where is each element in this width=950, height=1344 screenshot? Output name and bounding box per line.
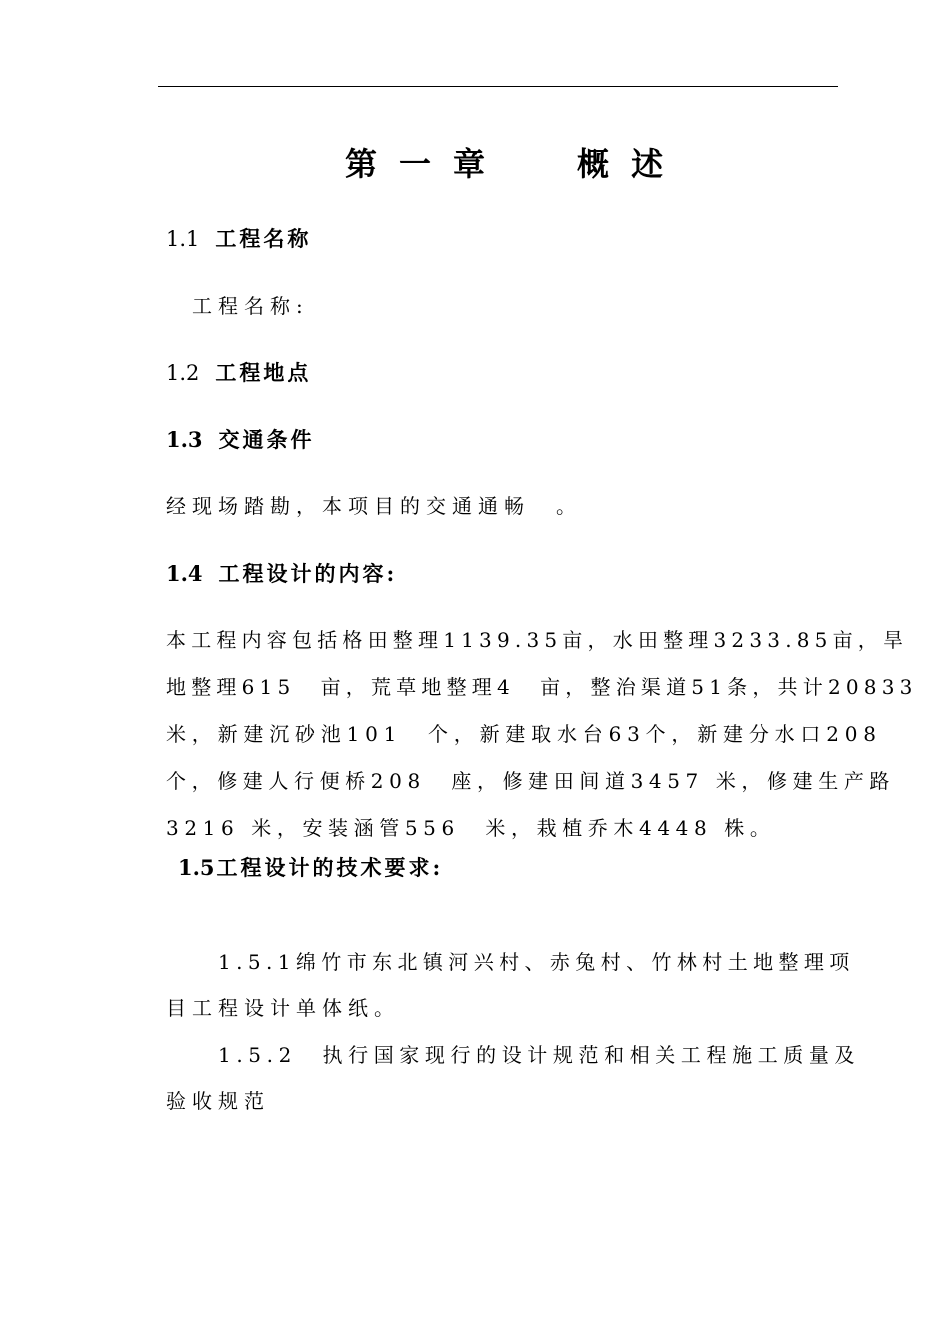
section-title: 工程名称	[215, 226, 312, 251]
chapter-char: 一	[399, 145, 432, 183]
section-number: 1.4	[166, 561, 203, 586]
section-number: 1.1	[166, 227, 200, 251]
chapter-char: 概	[577, 145, 610, 183]
section-heading-1-1	[166, 228, 311, 250]
section-number: 1.5	[178, 855, 215, 880]
chapter-char: 章	[453, 145, 486, 183]
requirement-line: 1.5.2 执行国家现行的设计规范和相关工程施工质量及	[218, 1043, 861, 1067]
chapter-char: 第	[345, 145, 378, 183]
content-line: 本工程内容包括格田整理1139.35亩，水田整理3233.85亩，旱	[166, 628, 909, 652]
section-heading-1-5	[178, 857, 443, 879]
section-heading-1-3	[166, 429, 315, 451]
traffic-text: 经现场踏勘，本项目的交通通畅 。	[166, 494, 582, 518]
requirement-line: 验收规范	[166, 1089, 270, 1113]
chapter-char: 述	[631, 145, 664, 183]
requirement-line: 目工程设计单体纸。	[166, 996, 400, 1020]
content-line: 个，修建人行便桥208 座，修建田间道3457 米，修建生产路	[166, 769, 896, 793]
section-number: 1.2	[166, 361, 200, 385]
section-number: 1.3	[166, 427, 203, 452]
content-line: 米，新建沉砂池101 个，新建取水台63个，新建分水口208	[166, 722, 882, 746]
content-line: 地整理615 亩，荒草地整理4 亩，整治渠道51条，共计20833	[166, 675, 918, 699]
content-line: 3216 米，安装涵管556 米，栽植乔木4448 株。	[166, 816, 776, 840]
project-name-text: 工程名称:	[192, 294, 309, 318]
header-rule	[158, 86, 838, 87]
chapter-title	[345, 145, 664, 183]
section-title: 交通条件	[218, 427, 315, 452]
section-title: 工程设计的技术要求:	[216, 855, 444, 880]
requirement-line: 1.5.1绵竹市东北镇河兴村、赤兔村、竹林村土地整理项	[218, 950, 855, 974]
section-heading-1-4	[166, 563, 397, 585]
section-title: 工程设计的内容:	[218, 561, 398, 586]
section-heading-1-2	[166, 362, 311, 384]
section-title: 工程地点	[215, 360, 312, 385]
